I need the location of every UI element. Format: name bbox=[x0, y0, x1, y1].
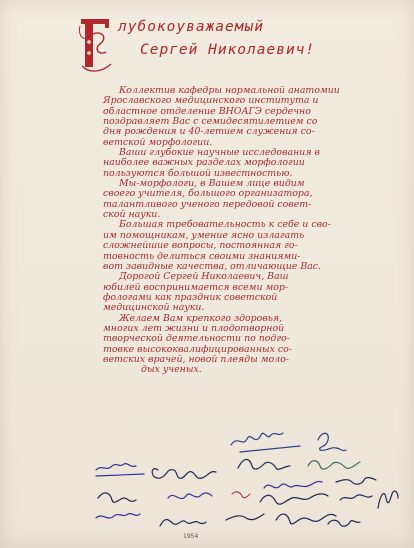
body-line: Желаем Вам крепкого здоровья, bbox=[119, 312, 283, 324]
body-line: фологами как праздник советской bbox=[103, 291, 278, 303]
signature bbox=[238, 460, 290, 470]
signature bbox=[260, 494, 328, 504]
body-line: дня рождения и 40-летием служения со- bbox=[103, 126, 315, 138]
signature bbox=[160, 520, 206, 526]
signature bbox=[340, 495, 372, 500]
body-line: товность делиться своими знаниями- bbox=[103, 250, 301, 262]
body-line: поздравляет Вас с семидесятилетием со bbox=[103, 116, 318, 128]
signature bbox=[264, 481, 322, 488]
body-line: талантливого ученого передовой совет- bbox=[103, 198, 312, 210]
body-line: Ваши глубокие научные исследования в bbox=[119, 147, 320, 159]
body-line: медицинской науки. bbox=[103, 302, 205, 314]
body-line: ветской морфологии. bbox=[103, 136, 213, 148]
signature bbox=[96, 464, 144, 476]
body-line: Мы-морфологи, в Вашем лице видим bbox=[119, 178, 305, 190]
signature bbox=[231, 433, 300, 452]
signature bbox=[232, 492, 250, 498]
signature bbox=[308, 461, 360, 469]
heading-line-1: лубокоуважаемый bbox=[118, 19, 264, 35]
signature bbox=[336, 478, 376, 484]
body-line: Коллектив кафедры нормальной анатомии bbox=[119, 85, 340, 96]
signature bbox=[152, 469, 216, 479]
body-line: ветских врачей, новой плеяды моло- bbox=[103, 353, 289, 365]
body-line: областное отделение ВНОАГЭ сердечно bbox=[103, 105, 311, 117]
signature bbox=[328, 520, 360, 526]
corner-note: 1954 bbox=[183, 533, 199, 540]
signature bbox=[378, 491, 398, 508]
body-line: сложнейшие вопросы, постоянная го- bbox=[103, 240, 298, 252]
signature bbox=[96, 514, 140, 518]
body-line: многих лет жизни и плодотворной bbox=[103, 322, 285, 334]
body-line: Ярославского медицинского института и bbox=[103, 95, 319, 107]
body-line: Большая требовательность к себе и сво- bbox=[119, 219, 331, 231]
body-line: пользуются большой известностью. bbox=[103, 167, 293, 179]
signature bbox=[98, 493, 136, 502]
body-line: вот завидные качества, отличающие Вас. bbox=[103, 260, 322, 272]
body-line: наиболее важных разделах морфологии bbox=[103, 157, 305, 169]
body-line: своего учителя, большого организатора, bbox=[103, 188, 313, 200]
signature bbox=[168, 493, 212, 499]
heading-line-2: Сергей Николаевич! bbox=[140, 42, 316, 58]
body-line: юбилей воспринимается всеми мор- bbox=[103, 281, 289, 293]
body-line: ской науки. bbox=[103, 209, 161, 221]
body-line: дых ученых. bbox=[141, 364, 202, 376]
body-line: товке высококвалифицированных со- bbox=[103, 343, 292, 355]
signature bbox=[276, 514, 336, 524]
signature bbox=[318, 433, 346, 450]
body-line: Дорогой Сергей Николаевич, Ваш bbox=[119, 271, 289, 283]
signature bbox=[226, 514, 264, 520]
body-line: им помощникам, умение ясно излагать bbox=[103, 229, 305, 241]
body-line: творческой деятельности по подго- bbox=[103, 333, 290, 345]
